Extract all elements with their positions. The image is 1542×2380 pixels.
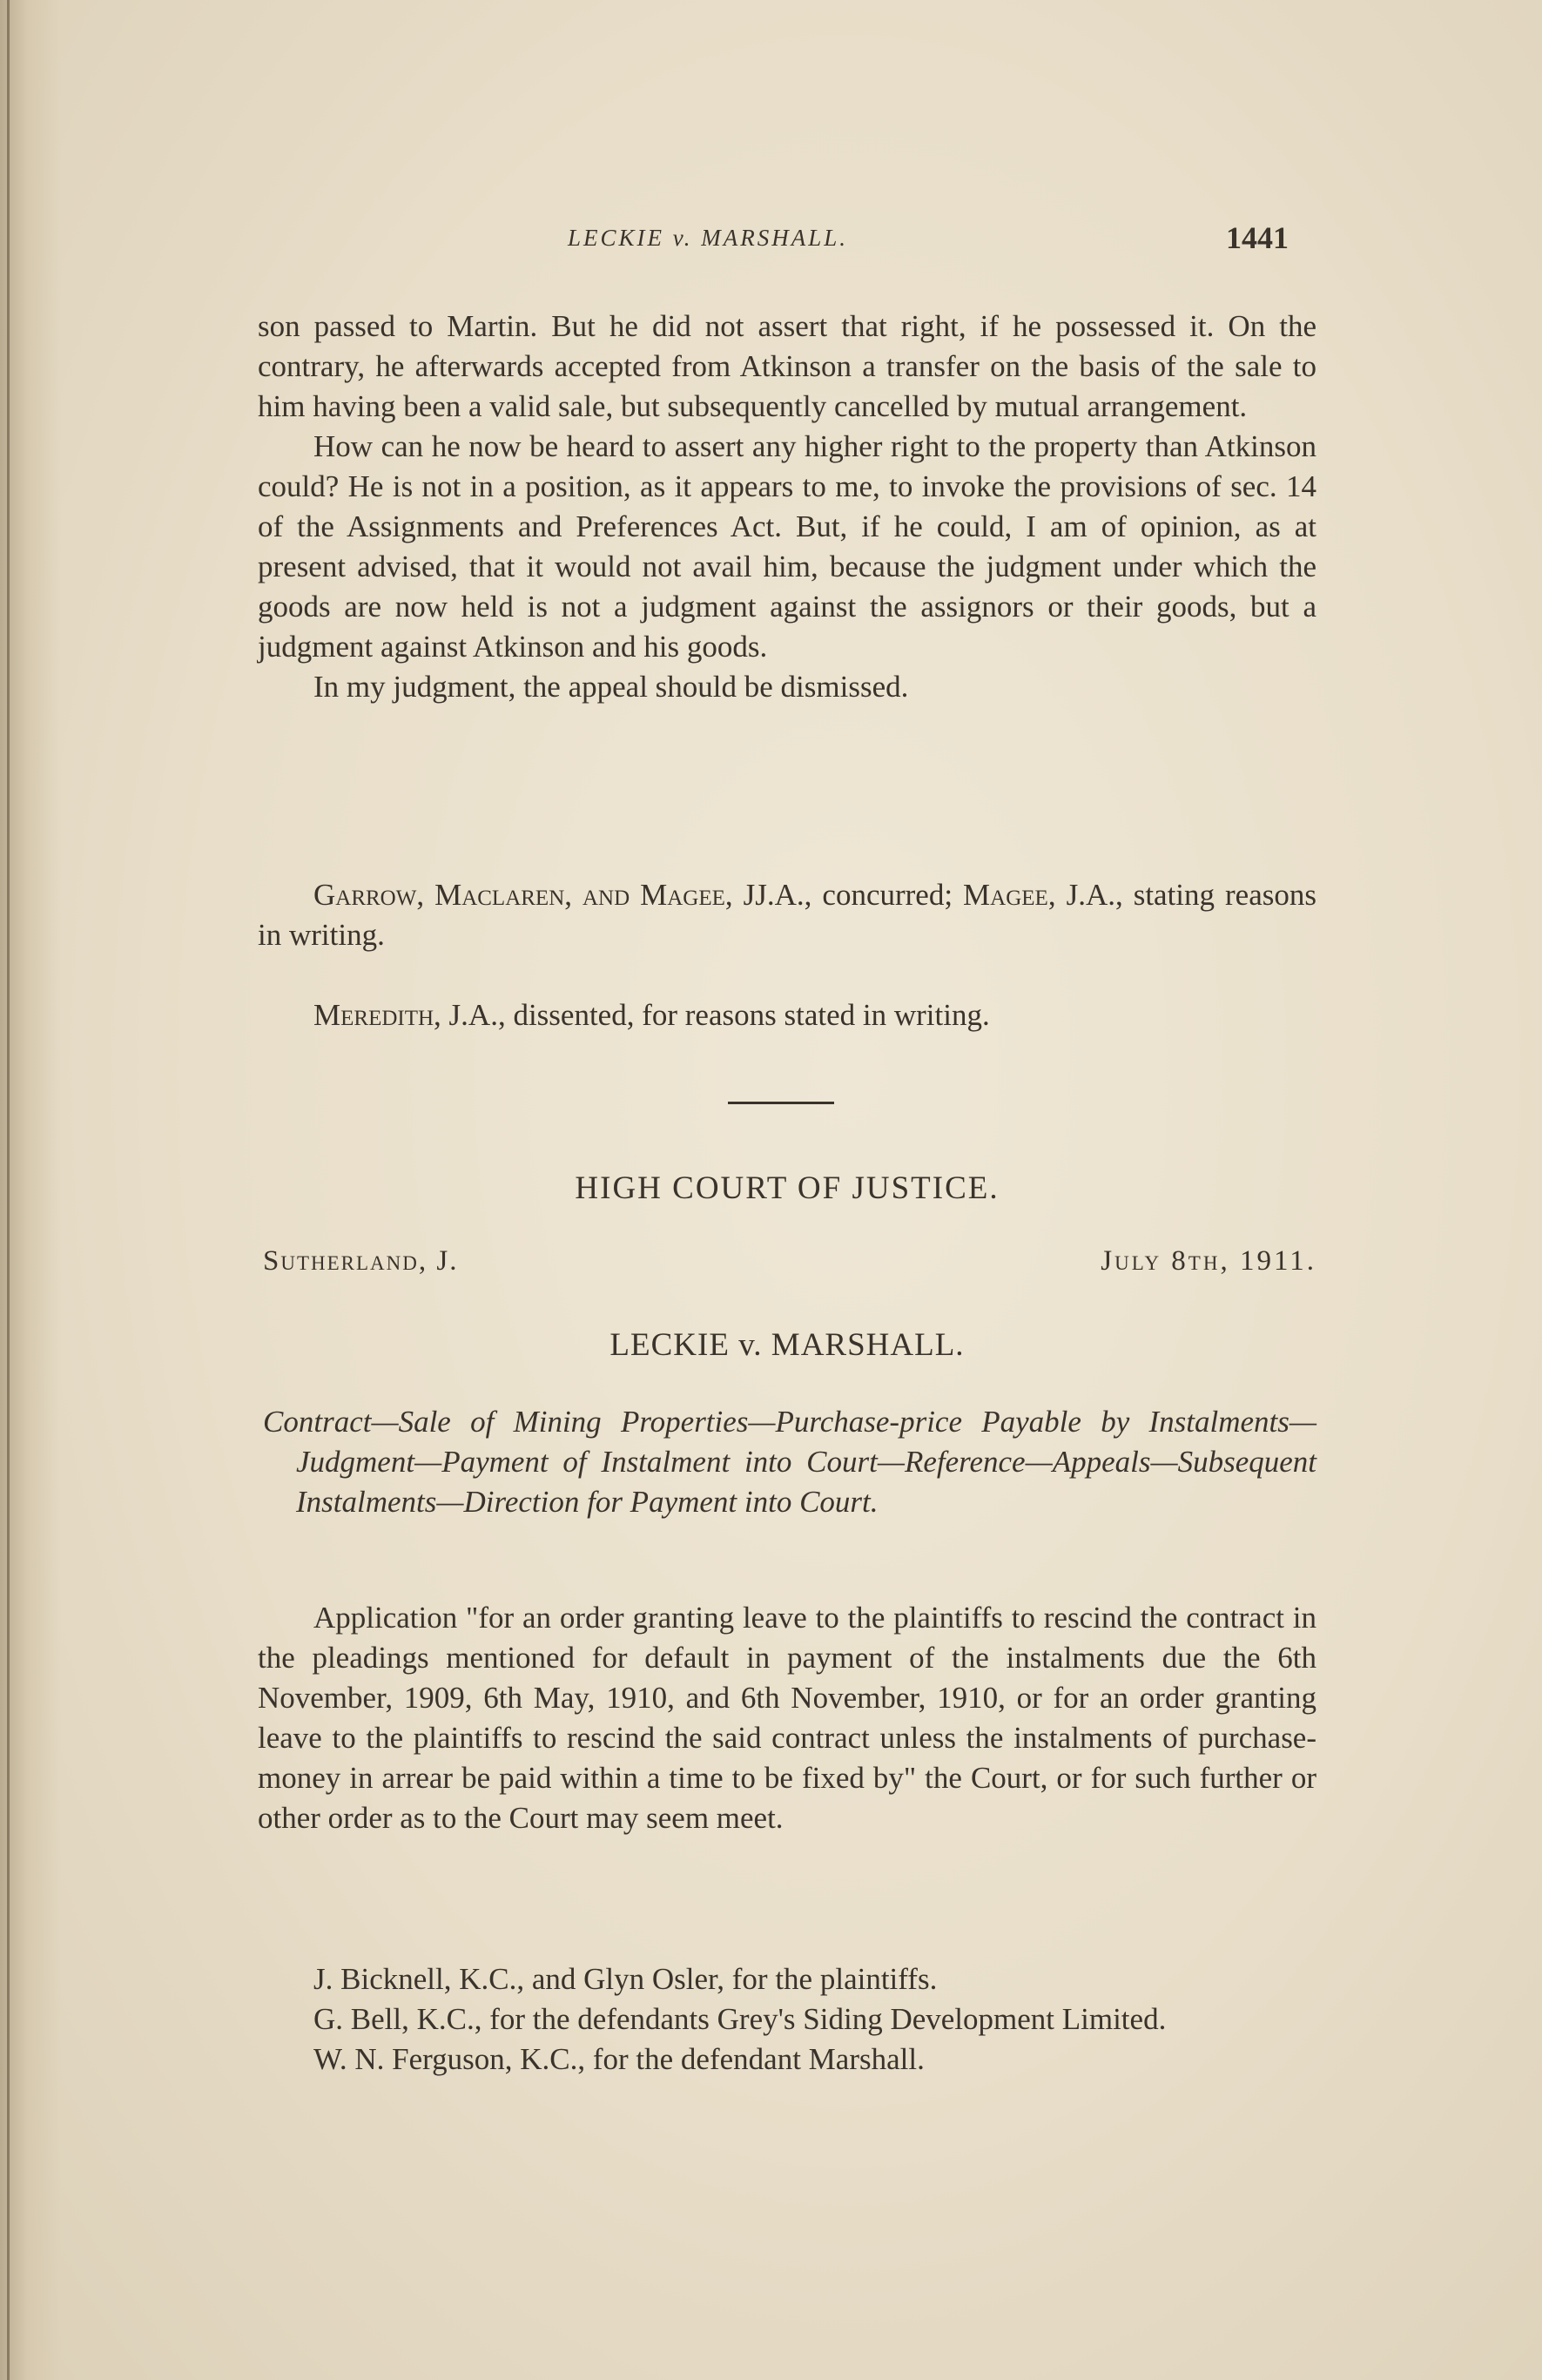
page-gutter-edge bbox=[7, 0, 10, 2380]
presiding-judge: Sutherland, J. bbox=[263, 1245, 459, 1277]
concurrence-paragraph bbox=[258, 875, 1316, 955]
concurring-judges: Garrow, Maclaren, and Magee, JJ.A. bbox=[313, 878, 805, 912]
page-number: 1441 bbox=[1226, 220, 1289, 255]
case-title: LECKIE v. MARSHALL. bbox=[609, 1327, 965, 1363]
application-paragraph bbox=[258, 1598, 1316, 1838]
dissenting-judge: Meredith bbox=[313, 998, 434, 1032]
counsel-list bbox=[258, 1959, 1316, 2080]
counsel-line: G. Bell, K.C., for the defendants Grey's Siding Development Limited. bbox=[313, 2002, 1167, 2036]
paragraph: Application "for an order granting leave to the plaintiffs to rescind the contract in the pleadings mentioned for default in payment of the instalments due the 6th November, 1909, 6th May, 1910, and 6th November, 1910, or for an order granting leave to the plaintiffs to rescind the said contract unless the instalments of purchase-money in arrear be paid within a time to be fixed by" the Court, or for such further or other order as to the Court may seem meet. bbox=[258, 1601, 1316, 1835]
judge-date-line bbox=[263, 1245, 1316, 1284]
decision-date: July 8th, 1911. bbox=[1101, 1245, 1316, 1277]
dissent-text: , J.A., dissented, for reasons stated in writing. bbox=[434, 998, 990, 1032]
concurring-judge-reasons: Magee bbox=[963, 878, 1048, 912]
dissent-paragraph bbox=[258, 995, 1316, 1035]
court-heading: HIGH COURT OF JUSTICE. bbox=[575, 1170, 1000, 1206]
counsel-line: J. Bicknell, K.C., and Glyn Osler, for the plaintiffs. bbox=[313, 1962, 938, 1996]
concurrence-text: , concurred; bbox=[804, 878, 964, 912]
running-head-title: LECKIE v. MARSHALL. bbox=[568, 225, 848, 251]
concurrence-reasons-text: , J.A., stating reasons in writing. bbox=[258, 878, 1316, 952]
counsel-line: W. N. Ferguson, K.C., for the defendant Marshall. bbox=[313, 2042, 925, 2076]
paragraph: son passed to Martin. But he did not assert that right, if he possessed it. On the contrary, he afterwards accepted from Atkinson a transfer on the basis of the sale to him having been a valid sale, but subsequently cancelled by mutual arrangement. bbox=[258, 309, 1316, 423]
headnote: Contract—Sale of Mining Properties—Purchase-price Payable by Instalments—Judgment—Payment of Instalment into Court—Reference—Appeals—Subsequent Instalments—Direction for Payment into Court. bbox=[263, 1405, 1316, 1519]
paragraph: How can he now be heard to assert any higher right to the property than Atkinson could? He is not in a position, as it appears to me, to invoke the provisions of sec. 14 of the Assignments and Preferences Act. But, if he could, I am of opinion, as at present advised, that it would not avail him, because the judgment under which the goods are now held is not a judgment against the assignors or their goods, but a judgment against Atkinson and his goods. bbox=[258, 429, 1316, 664]
running-head bbox=[261, 220, 1289, 260]
previous-case-judgment bbox=[258, 307, 1316, 707]
paragraph: In my judgment, the appeal should be dismissed. bbox=[313, 670, 909, 704]
section-divider bbox=[728, 1102, 834, 1104]
